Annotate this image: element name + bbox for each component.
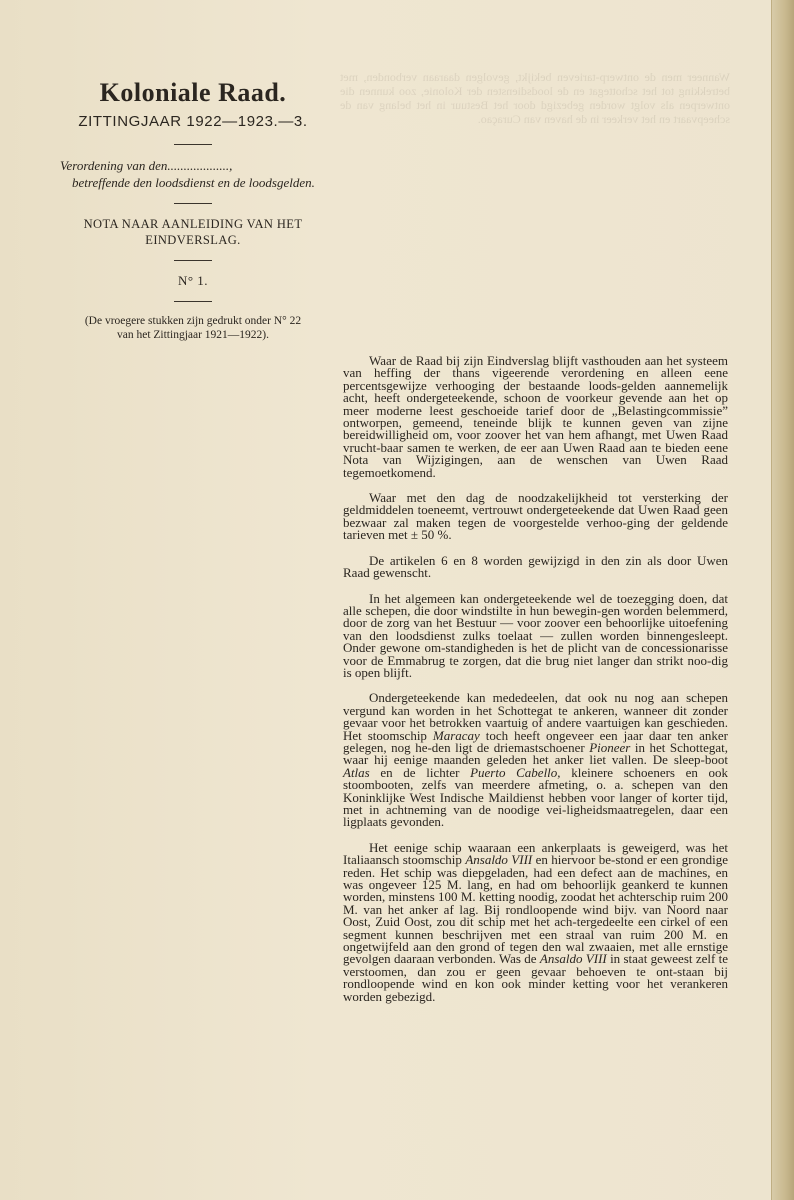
- paragraph: Waar de Raad bij zijn Eindverslag blijft vasthouden aan het systeem van heffing der thans vigeerende verordening en alleen eene percentsgewijze verhooging der bestaande loods-gelden aannemelijk acht, heeft ondergeteekende, schoon de voorkeur gevende aan het op meer moderne leest geschoeide tarief door de „Belastingcommissie” ontworpen, gemeend, teneinde blijk te kunnen geven van zijne bereidwilligheid om, voor zoover het van hem afhangt, met Uwen Raad vrucht-baar samen te werken, de eer aan Uwen Raad aan te bieden eene Nota van Wijzigingen, aan de wenschen van Uwen Raad tegemoetkomend.: [343, 353, 728, 480]
- nota-number: N° 1.: [177, 273, 209, 288]
- text-run: Ondergeteekende kan mededeelen, dat ook nu nog aan schepen vergund kan worden in het Schottegat te ankeren, wanneer dit zonder gevaar voor het betrokken vaartuig of andere vaartuigen kan geschieden. Het stoomschip: [343, 690, 728, 743]
- ship-name: Ansaldo VIII: [465, 852, 533, 868]
- text-run: en hiervoor be-stond er een grondige reden. Het schip was diepgeladen, had een defect aan de machines, en was ongeveer 125 M. lang, en had om behoorlijk geankerd te kunnen worden, minstens 100 M. ketting noodig, zoodat het achterschip ruim 200 M. van het anker af lag. Bij rondloopende wind bijv. van Noord naar Oost, Zuid Oost, zou dit schip met het ach-tergedeelte een cirkel of een segment kunnen beschrijven met een straal van ruim 200 M. en ongetwijfeld aan den grond of tegen den wal zwaaien, met alle ernstige gevolgen daaraan verbonden. Was de: [343, 852, 729, 967]
- text-run: toch heeft ongeveer een jaar daar ten anker gelegen, nog he-den ligt de driemastschoener: [343, 727, 729, 755]
- session-year: ZITTINGJAAR 1922—1923.—3.: [78, 113, 308, 130]
- ship-name: Ansaldo VIII: [539, 951, 607, 967]
- ordinance-subject: [48, 157, 338, 191]
- earlier-note-line: (De vroegere stukken zijn gedrukt onder N° 22: [84, 315, 302, 327]
- divider-rule: [174, 260, 212, 261]
- text-run: in staat geweest zelf te verstoomen, dan zou er geen gevaar behoeven te ont-staan bij rondloopende wind en kon ook minder ketting voor het verankeren worden gebezigd.: [343, 951, 729, 1004]
- divider-rule: [174, 203, 212, 204]
- bleed-through-text: Wanneer men de ontwerp-tarieven bekijkt, gevolgen daaraan verbonden, met betrekking tot het schottegat en de loodsdiensten der Kolonie, zoo kunnen die ontwerpen als volgt worden gebezigd door het Bestuur in het belang van de scheepvaart en het verkeer in de haven van Curaçao.: [340, 70, 730, 126]
- text-run: kleinere schoeners en ook stoombooten, zelfs van meerdere afmeting, o. a. schepen van den Koninklijke West Indische Maildienst hebben voor langer of korter tijd, met in achtneming van de noodige vei-ligheidsmaatregelen, daar een ligplaats gevonden.: [343, 764, 729, 830]
- ordinance-line: Verordening van den...................,: [60, 158, 233, 173]
- ship-name: Puerto Cabello,: [470, 764, 561, 780]
- paragraph: In het algemeen kan ondergeteekende wel de toezegging doen, dat alle schepen, die door windstilte in hun bewegin-gen worden belemmerd, door de zorg van het Bestuur — voor zoover een behoorlijke uitoefening van den loodsdienst zulks toelaat — zullen worden binnengesleept. Onder gewone om-standigheden is het de plicht van de concessionarisse voor de Emmabrug te zorgen, dat die brug niet langer dan strikt noo-dig is open blijft.: [343, 590, 728, 680]
- paragraph: Waar met den dag de noodzakelijkheid tot versterking der geldmiddelen toeneemt, vertrouwt ondergeteekende dat Uwen Raad geen bezwaar zal maken tegen de voorgestelde verhoo-ging der geldende tarieven met ± 50 %.: [343, 490, 728, 543]
- nota-line: NOTA NAAR AANLEIDING VAN HET: [83, 217, 303, 231]
- text-run: en de lichter: [380, 764, 460, 780]
- ship-name: Maracay: [432, 727, 480, 743]
- divider-rule: [174, 144, 212, 145]
- paragraph: [343, 692, 728, 828]
- earlier-documents-note: [48, 314, 338, 342]
- page-binding-edge: [771, 0, 794, 1200]
- nota-line: EINDVERSLAG.: [145, 233, 241, 247]
- body-text: [343, 355, 728, 1003]
- text-run: Het eenige schip waaraan een ankerplaats is geweigerd, was het Italiaansch stoomschip: [343, 839, 728, 868]
- text-run: in het Schottegat, waar hij eenige maanden geleden het anker liet vallen. De sleep-boot: [343, 739, 729, 768]
- document-heading: [48, 78, 338, 342]
- nota-heading: [48, 216, 338, 248]
- ship-name: Atlas: [343, 764, 370, 780]
- ship-name: Pioneer: [589, 739, 631, 755]
- paragraph: De artikelen 6 en 8 worden gewijzigd in den zin als door Uwen Raad gewenscht.: [343, 552, 728, 581]
- paragraph: [343, 839, 729, 1004]
- document-title: Koloniale Raad.: [99, 78, 287, 107]
- earlier-note-line: van het Zittingjaar 1921—1922).: [116, 329, 270, 341]
- ordinance-line: betreffende den loodsdienst en de loodsgelden.: [72, 175, 315, 190]
- divider-rule: [174, 301, 212, 302]
